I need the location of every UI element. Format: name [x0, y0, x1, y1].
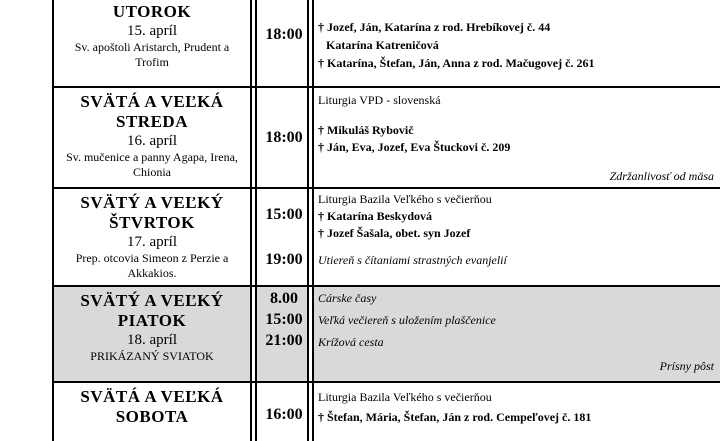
- time-cell: [255, 88, 309, 187]
- day-title-line1: SVÄTÝ A VEĽKÝ: [80, 291, 224, 310]
- schedule-row-wednesday: [52, 86, 720, 189]
- service-time: 16:00: [265, 406, 303, 423]
- time-cell: [255, 287, 309, 381]
- day-date: 15. apríl: [127, 23, 177, 39]
- intention-line: † Jozef, Ján, Katarína z rod. Hrebíkovej č. 44: [318, 20, 551, 34]
- day-title-line1: SVÄTÁ A VEĽKÁ: [80, 387, 224, 406]
- service-time: 18:00: [265, 26, 303, 43]
- day-date: 18. apríl: [127, 332, 177, 348]
- day-saint: Sv. apoštoli Aristarch, Prudent a Trofim: [74, 40, 230, 69]
- description-cell: [312, 0, 720, 86]
- schedule-row-friday: [52, 285, 720, 383]
- fasting-note: Prísny pôst: [659, 359, 714, 373]
- day-title-line2: PIATOK: [117, 311, 187, 330]
- service-time: 15:00: [265, 311, 303, 328]
- service-line: Utiereň s čítaniami strastných evanjelií: [318, 253, 507, 267]
- intention-line: † Ján, Eva, Jozef, Eva Štuckovi č. 209: [318, 140, 511, 154]
- day-cell: [52, 0, 252, 86]
- time-cell: [255, 0, 309, 86]
- day-feast-note: PRIKÁZANÝ SVIATOK: [90, 349, 214, 363]
- intention-line: † Jozef Šašala, obet. syn Jozef: [318, 226, 471, 240]
- day-title-line1: SVÄTÝ A VEĽKÝ: [80, 193, 224, 212]
- service-line: Veľká večiereň s uložením plaščenice: [318, 313, 496, 327]
- day-title-line2: UTOROK: [112, 2, 192, 21]
- service-time: 18:00: [265, 129, 303, 146]
- day-cell: [52, 189, 252, 285]
- liturgy-line: Liturgia VPD - slovenská: [318, 93, 441, 107]
- intention-line: † Mikuláš Rybovič: [318, 123, 414, 137]
- day-title-line2: SOBOTA: [115, 407, 189, 426]
- day-title-line2: STREDA: [116, 112, 188, 131]
- day-title-line1: SVÄTÁ A VEĽKÁ: [80, 92, 224, 111]
- service-line: Cárske časy: [318, 291, 377, 305]
- day-cell: [52, 287, 252, 381]
- service-time: 8.00: [270, 290, 298, 307]
- service-line: Krížová cesta: [318, 335, 384, 349]
- time-cell: [255, 383, 309, 441]
- intention-line: † Štefan, Mária, Štefan, Ján z rod. Cempeľovej č. 181: [318, 410, 592, 424]
- description-cell: [312, 189, 720, 285]
- liturgy-line: Liturgia Bazila Veľkého s večierňou: [318, 390, 492, 404]
- day-saint: Sv. mučenice a panny Agapa, Irena, Chionia: [66, 150, 238, 179]
- time-cell: [255, 189, 309, 285]
- fasting-note: Zdržanlivosť od mäsa: [609, 169, 714, 183]
- description-cell: [312, 287, 720, 381]
- service-time: 19:00: [265, 251, 303, 268]
- day-saint: Prep. otcovia Simeon z Perzie a Akkakios.: [75, 251, 229, 280]
- liturgy-line: Liturgia Bazila Veľkého s večierňou: [318, 192, 492, 206]
- day-cell: [52, 383, 252, 441]
- day-date: 16. apríl: [127, 133, 177, 149]
- day-title-line2: ŠTVRTOK: [109, 213, 195, 232]
- schedule-row-tuesday: [52, 0, 720, 88]
- intention-line: † Katarína Beskydová: [318, 209, 433, 223]
- service-time: 15:00: [265, 206, 303, 223]
- schedule-row-thursday: [52, 187, 720, 287]
- day-date: 17. apríl: [127, 234, 177, 250]
- day-cell: [52, 88, 252, 187]
- intention-line: † Katarína, Štefan, Ján, Anna z rod. Mačugovej č. 261: [318, 56, 595, 70]
- intention-line: Katarína Katreničová: [326, 38, 439, 52]
- description-cell: [312, 88, 720, 187]
- service-time: 21:00: [265, 332, 303, 349]
- schedule-row-saturday: [52, 381, 720, 441]
- description-cell: [312, 383, 720, 441]
